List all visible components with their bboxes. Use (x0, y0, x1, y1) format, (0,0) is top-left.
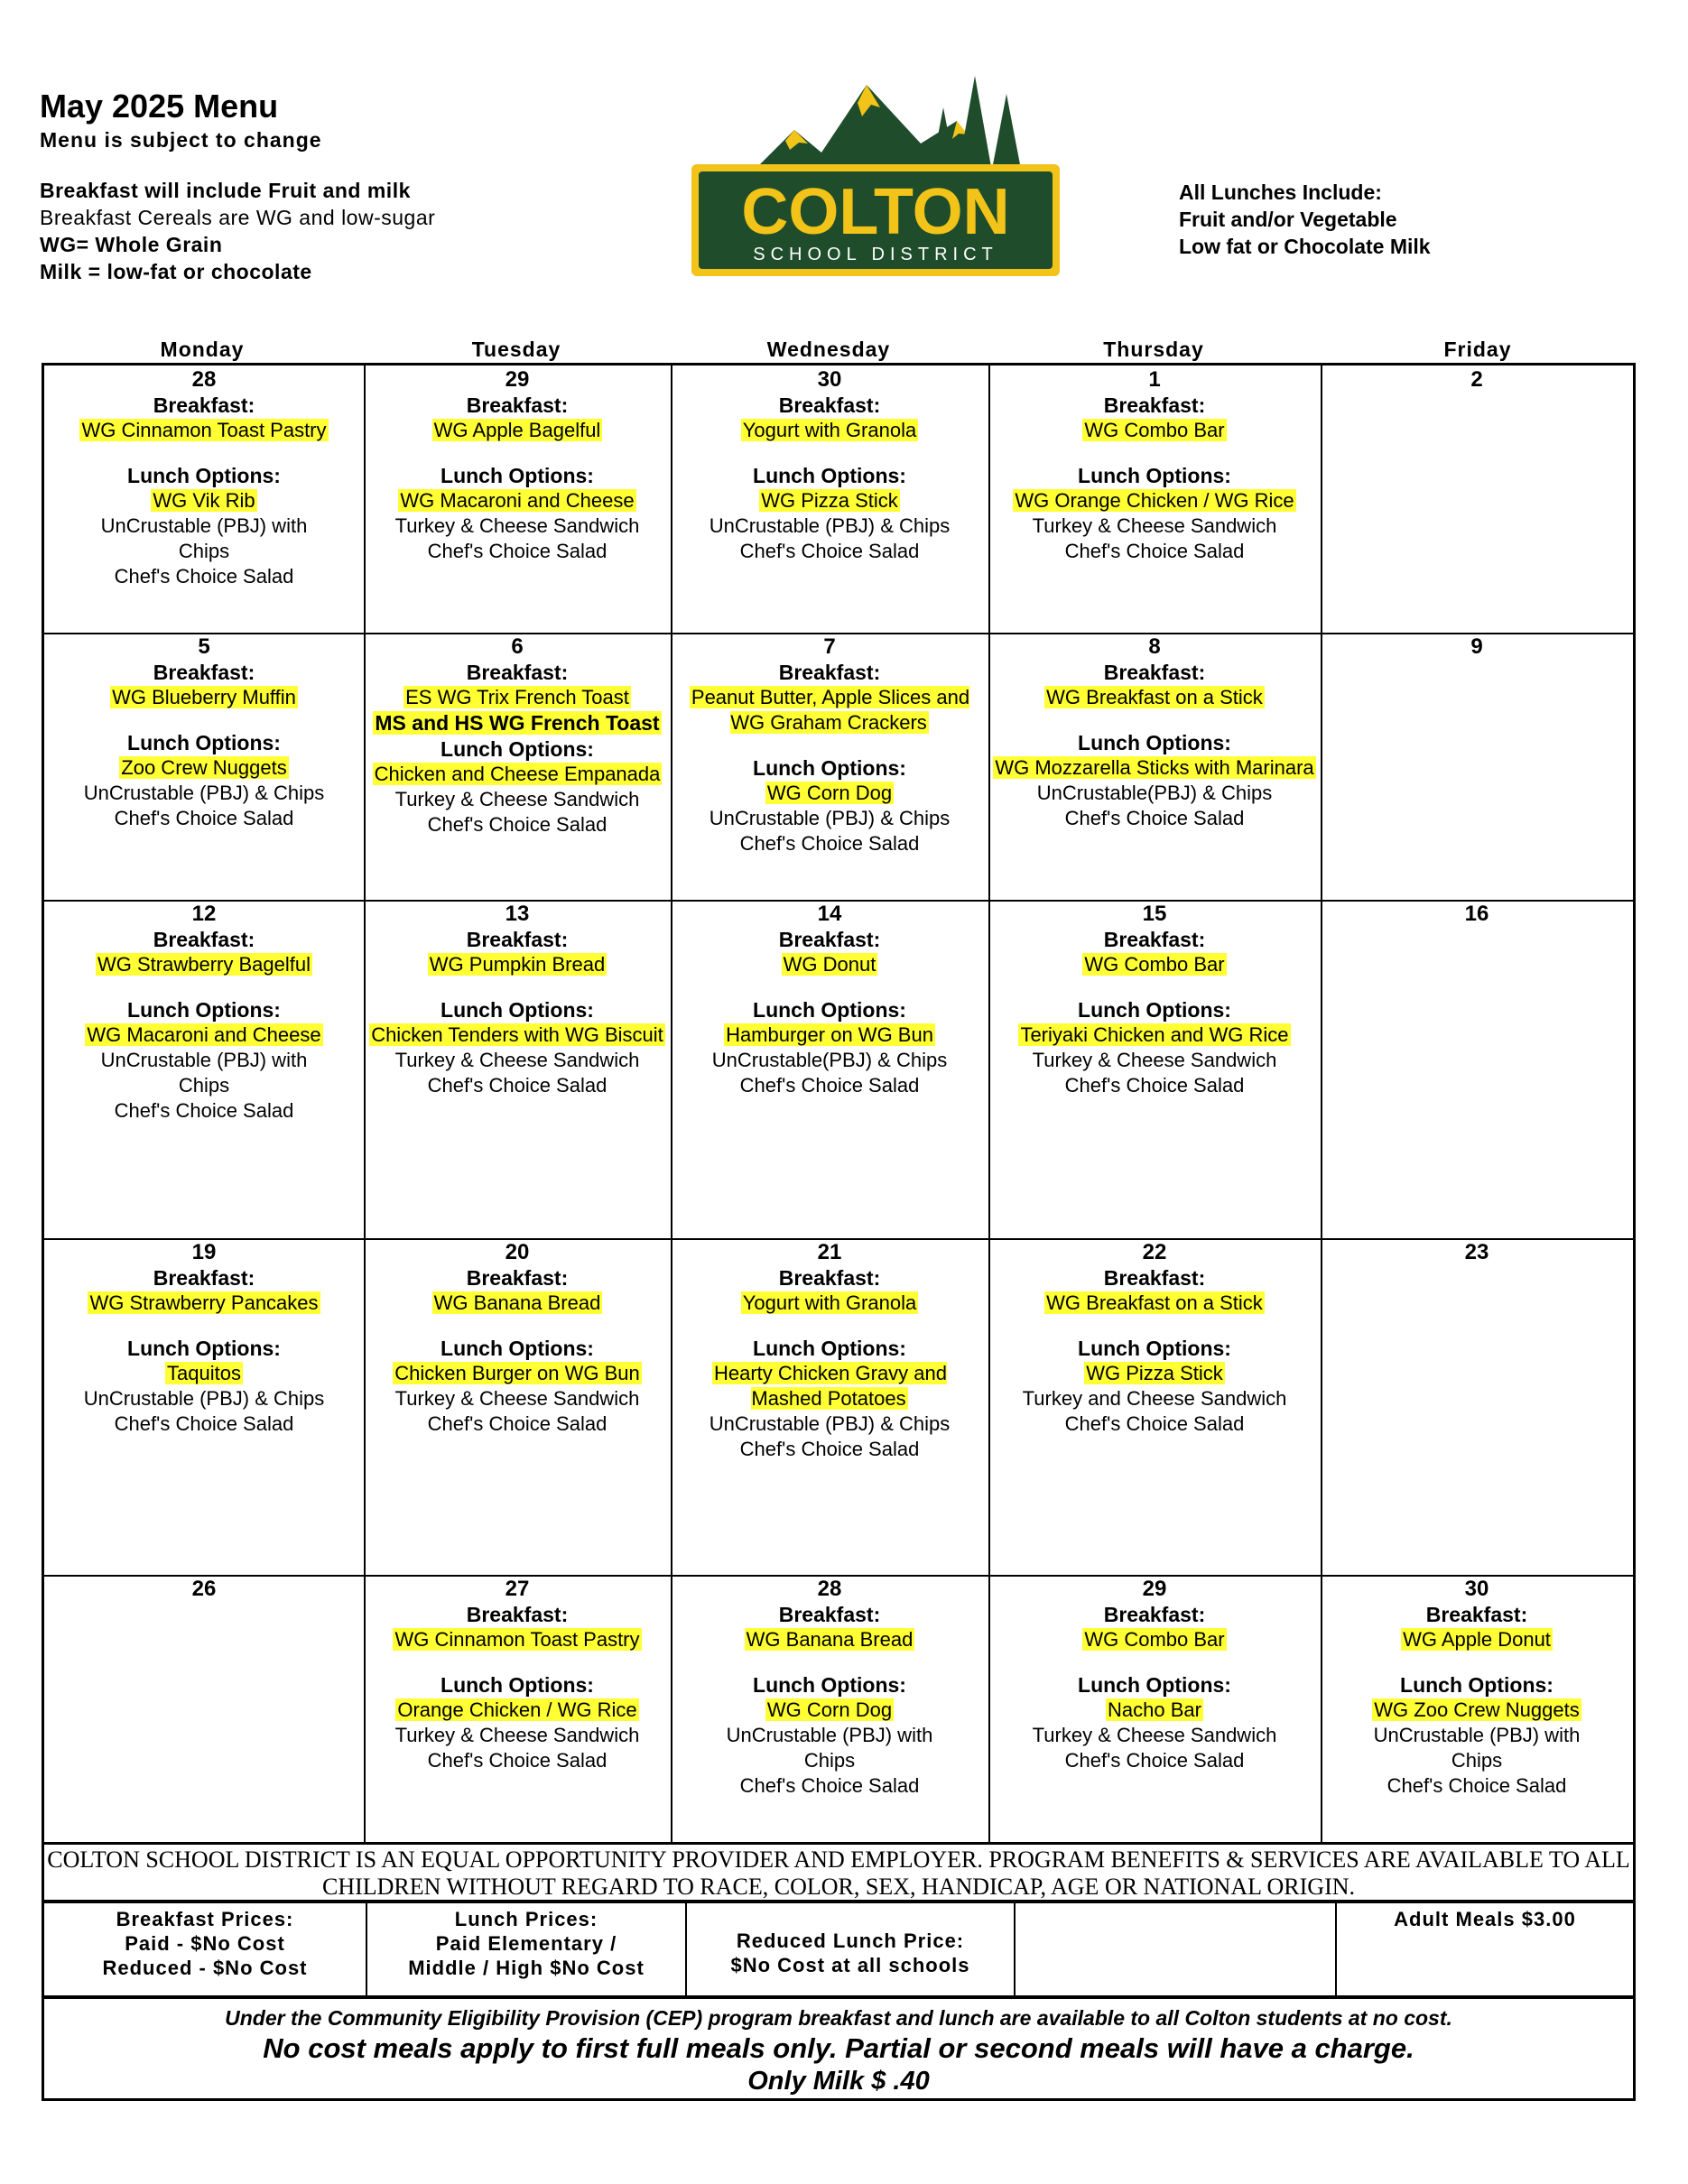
day-number: 7 (823, 634, 836, 659)
info-line: Milk = low-fat or chocolate (40, 260, 312, 283)
lunch-main-item: Teriyaki Chicken and WG Rice (1020, 1023, 1289, 1046)
lunch-option: Chef's Choice Salad (114, 1412, 294, 1435)
lunch-main-item: WG Macaroni and Cheese (400, 489, 635, 512)
breakfast-item-row (48, 952, 360, 977)
day-number: 29 (1142, 1577, 1167, 1601)
lunch-option: UnCrustable (PBJ) with (726, 1724, 933, 1746)
day-number: 28 (817, 1577, 842, 1601)
lunch-main-item: Chicken Burger on WG Bun (394, 1362, 640, 1384)
day-number: 15 (1142, 902, 1167, 926)
lunch-option: Chef's Choice Salad (1064, 1412, 1245, 1435)
lunch-option: Chef's Choice Salad (1387, 1774, 1567, 1797)
lunch-main-item: Nacho Bar (1108, 1698, 1201, 1721)
day-number: 1 (1148, 367, 1161, 392)
price-line: Paid - $No Cost (125, 1932, 285, 1955)
lunch-label: Lunch Options: (1078, 464, 1231, 487)
spacer (992, 710, 1317, 730)
breakfast-item: WG Breakfast on a Stick (1046, 1291, 1263, 1314)
lunch-label: Lunch Options: (753, 756, 906, 780)
breakfast-item-row (992, 952, 1317, 977)
breakfast-label: Breakfast: (153, 393, 255, 417)
lunch-main-item-row (367, 488, 667, 514)
breakfast-item-row (674, 952, 985, 977)
breakfast-label: Breakfast: (1103, 928, 1206, 951)
lunch-label: Lunch Options: (753, 1673, 906, 1697)
breakfast-label: Breakfast: (466, 1266, 569, 1290)
breakfast-item-row (367, 952, 667, 977)
breakfast-item: WG Donut (783, 953, 876, 976)
day-cell (48, 634, 360, 831)
lunch-label: Lunch Options: (753, 998, 906, 1022)
logo-name: COLTON (741, 176, 1010, 248)
lunch-main-item-row (48, 1023, 360, 1048)
day-number: 6 (511, 634, 524, 659)
breakfast-item: WG Banana Bread (433, 1291, 601, 1314)
lunch-option: Chef's Choice Salad (739, 1774, 920, 1797)
lunch-label: Lunch Options: (1078, 998, 1231, 1022)
header-left (40, 87, 690, 285)
breakfast-label: Breakfast: (778, 1266, 881, 1290)
breakfast-item: WG Combo Bar (1084, 419, 1225, 441)
lunch-option: Chips (178, 540, 230, 562)
lunch-label: Lunch Options: (1078, 1673, 1231, 1697)
spacer (367, 1316, 667, 1336)
breakfast-item-row (992, 685, 1317, 710)
day-number: 14 (817, 902, 842, 926)
breakfast-label: Breakfast: (466, 661, 569, 684)
lunch-main-item: WG Pizza Stick (1086, 1362, 1223, 1384)
lunch-option: Chef's Choice Salad (739, 1074, 920, 1097)
lunch-label: Lunch Options: (441, 1673, 594, 1697)
breakfast-item: WG Apple Bagelful (433, 419, 601, 441)
lunch-label: Lunch Options: (1078, 731, 1231, 754)
day-cell (48, 1577, 360, 1602)
lunch-label: Lunch Options: (441, 464, 594, 487)
lunch-label: Lunch Options: (127, 1337, 281, 1360)
breakfast-label: Breakfast: (153, 661, 255, 684)
breakfast-item-row (367, 1627, 667, 1652)
breakfast-item: WG Pumpkin Bread (429, 953, 606, 976)
breakfast-item: WG Blueberry Muffin (112, 686, 296, 708)
logo-tagline: SCHOOL DISTRICT (753, 245, 998, 264)
lunch-option: UnCrustable(PBJ) & Chips (1036, 782, 1273, 804)
grid-column-divider (364, 366, 366, 1842)
spacer (674, 1316, 985, 1336)
lunch-main-item: Zoo Crew Nuggets (121, 756, 287, 779)
day-cell (367, 1240, 667, 1437)
grid-column-divider (671, 366, 672, 1842)
lunch-main-item: WG Mozzarella Sticks with Marinara (995, 756, 1314, 779)
breakfast-label: Breakfast: (153, 928, 255, 951)
cep-line-3: Only Milk $ .40 (747, 2067, 930, 2096)
breakfast-item-row (674, 418, 985, 443)
spacer (48, 443, 360, 463)
lunch-main-item: Hamburger on WG Bun (726, 1023, 933, 1046)
lunch-option: Chef's Choice Salad (114, 1099, 294, 1122)
breakfast-item: Peanut Butter, Apple Slices and WG Graham Crackers (691, 686, 970, 734)
adult-meal-price: Adult Meals $3.00 (1394, 1908, 1576, 1930)
breakfast-item-row (367, 685, 667, 710)
day-cell (48, 1240, 360, 1437)
lunch-main-item: Taquitos (167, 1362, 241, 1384)
lunch-option: Turkey & Cheese Sandwich (394, 1387, 640, 1410)
lunch-option: Chef's Choice Salad (114, 565, 294, 588)
day-cell (48, 367, 360, 589)
day-cell (1324, 634, 1629, 660)
lunch-main-item-row (674, 1361, 985, 1411)
lunch-main-item-row (48, 488, 360, 514)
day-tuesday: Tuesday (471, 338, 561, 361)
breakfast-item: WG Apple Donut (1403, 1628, 1551, 1651)
lunch-option: Chef's Choice Salad (1064, 807, 1245, 829)
breakfast-item-row (992, 1627, 1317, 1652)
breakfast-item: ES WG Trix French Toast (405, 686, 629, 708)
spacer (367, 1652, 667, 1672)
spacer (992, 1652, 1317, 1672)
breakfast-item-secondary: MS and HS WG French Toast (375, 711, 660, 735)
lunch-option: UnCrustable (PBJ) & Chips (709, 1412, 951, 1435)
lunch-option: Chef's Choice Salad (427, 540, 607, 562)
lunch-main-item-row (992, 1698, 1317, 1723)
day-cell (992, 367, 1317, 564)
lunch-main-item-row (992, 488, 1317, 514)
grid-column-divider (1321, 366, 1322, 1842)
day-number: 23 (1464, 1240, 1489, 1264)
lunch-main-item-row (992, 1023, 1317, 1048)
lunch-option: UnCrustable (PBJ) with (100, 1049, 308, 1071)
lunch-label: Lunch Options: (127, 731, 281, 754)
lunch-main-item: Chicken Tenders with WG Biscuit (371, 1023, 663, 1046)
day-cell (48, 902, 360, 1124)
lunch-option: UnCrustable (PBJ) & Chips (709, 514, 951, 537)
breakfast-item: WG Cinnamon Toast Pastry (81, 419, 327, 441)
spacer (367, 977, 667, 997)
lunch-option: Chips (1451, 1749, 1503, 1772)
spacer (674, 736, 985, 755)
price-line: Middle / High $No Cost (408, 1957, 645, 1979)
lunch-option: Chef's Choice Salad (1064, 540, 1245, 562)
breakfast-label: Breakfast: (1103, 661, 1206, 684)
breakfast-item: WG Breakfast on a Stick (1046, 686, 1263, 708)
spacer (674, 977, 985, 997)
district-logo (686, 67, 1065, 283)
page-title: May 2025 Menu (40, 88, 279, 125)
equal-opportunity-notice: COLTON SCHOOL DISTRICT IS AN EQUAL OPPORTUNITY PROVIDER AND EMPLOYER. PROGRAM BENEFITS & SERVICES ARE AVAILABLE TO ALL CHILDREN WITHOUT REGARD TO RACE, COLOR, SEX, HANDICAP, AGE OR NATIONAL ORIGIN. (42, 1845, 1636, 1902)
lunch-option: Chef's Choice Salad (1064, 1749, 1245, 1772)
day-monday: Monday (160, 338, 245, 361)
lunch-main-item: Chicken and Cheese Empanada (374, 763, 661, 785)
lunch-main-item-row (1324, 1698, 1629, 1723)
menu-calendar (42, 363, 1636, 1845)
lunch-option: Chips (178, 1074, 230, 1097)
lunch-option: Turkey & Cheese Sandwich (394, 788, 640, 810)
day-number: 22 (1142, 1240, 1167, 1264)
lunch-main-item-row (367, 1698, 667, 1723)
spacer (1324, 1652, 1629, 1672)
lunch-option: Chef's Choice Salad (427, 1412, 607, 1435)
lunch-main-item: WG Pizza Stick (761, 489, 898, 512)
spacer (992, 1316, 1317, 1336)
day-cell (1324, 902, 1629, 927)
price-line: Reduced - $No Cost (102, 1957, 308, 1979)
cep-statement (42, 1996, 1636, 2101)
day-cell (992, 902, 1317, 1098)
day-number: 30 (817, 367, 842, 392)
lunch-main-item-row (992, 1361, 1317, 1386)
lunch-label: Lunch Options: (441, 1337, 594, 1360)
spacer (992, 977, 1317, 997)
price-line: Paid Elementary / (435, 1932, 617, 1955)
lunch-info (1179, 179, 1648, 260)
lunch-main-item: WG Corn Dog (766, 782, 893, 804)
breakfast-label: Breakfast: (778, 661, 881, 684)
lunch-option: UnCrustable (PBJ) & Chips (83, 782, 325, 804)
day-cell (674, 634, 985, 856)
lunch-main-item-row (367, 1361, 667, 1386)
day-number: 19 (191, 1240, 217, 1264)
day-number: 12 (191, 902, 217, 926)
lunch-option: UnCrustable (PBJ) with (100, 514, 308, 537)
lunch-main-item-row (367, 762, 667, 787)
day-cell (367, 634, 667, 838)
day-cell (674, 1240, 985, 1462)
lunch-label: Lunch Options: (753, 464, 906, 487)
info-line: WG= Whole Grain (40, 233, 223, 256)
breakfast-item-row (674, 1627, 985, 1652)
spacer (674, 443, 985, 463)
lunch-main-item: WG Macaroni and Cheese (87, 1023, 321, 1046)
spacer (674, 1652, 985, 1672)
lunch-option: Turkey & Cheese Sandwich (1032, 1724, 1277, 1746)
breakfast-label: Breakfast: (153, 1266, 255, 1290)
lunch-option: Chef's Choice Salad (739, 1438, 920, 1460)
breakfast-label: Breakfast: (466, 928, 569, 951)
day-cell (992, 634, 1317, 831)
page-subtitle: Menu is subject to change (40, 128, 322, 152)
lunch-main-item-row (992, 755, 1317, 781)
breakfast-label: Breakfast: (1103, 1266, 1206, 1290)
breakfast-item: WG Cinnamon Toast Pastry (394, 1628, 640, 1651)
lunch-info-line: Fruit and/or Vegetable (1179, 208, 1397, 231)
breakfast-item: WG Strawberry Bagelful (97, 953, 311, 976)
price-line: Breakfast Prices: (116, 1908, 294, 1930)
breakfast-label: Breakfast: (1103, 393, 1206, 417)
lunch-label: Lunch Options: (1078, 1337, 1231, 1360)
breakfast-item: WG Combo Bar (1084, 1628, 1225, 1651)
lunch-option: Chef's Choice Salad (427, 1749, 607, 1772)
day-number: 13 (505, 902, 530, 926)
lunch-option: Chef's Choice Salad (114, 807, 294, 829)
lunch-option: UnCrustable(PBJ) & Chips (711, 1049, 948, 1071)
day-cell (367, 1577, 667, 1773)
prices-table (42, 1901, 1636, 1998)
lunch-option: Chef's Choice Salad (1064, 1074, 1245, 1097)
breakfast-item-row (367, 418, 667, 443)
day-cell (367, 902, 667, 1098)
breakfast-item-row (48, 1291, 360, 1316)
lunch-prices (367, 1903, 685, 1999)
breakfast-prices (44, 1903, 366, 1999)
day-cell (367, 367, 667, 564)
breakfast-item: Yogurt with Granola (742, 1291, 917, 1314)
lunch-option: UnCrustable (PBJ) with (1373, 1724, 1581, 1746)
day-number: 26 (191, 1577, 217, 1601)
breakfast-label: Breakfast: (778, 393, 881, 417)
lunch-info-line: All Lunches Include: (1179, 180, 1382, 204)
lunch-option: Chips (803, 1749, 856, 1772)
lunch-main-item: WG Zoo Crew Nuggets (1374, 1698, 1580, 1721)
breakfast-item-row (992, 418, 1317, 443)
lunch-option: Turkey & Cheese Sandwich (394, 514, 640, 537)
day-number: 20 (505, 1240, 530, 1264)
lunch-option: Chef's Choice Salad (739, 832, 920, 855)
day-cell (674, 902, 985, 1098)
cep-line-1: Under the Community Eligibility Provision (CEP) program breakfast and lunch are available to all Colton students at no cost. (225, 2006, 1452, 2030)
lunch-main-item: Hearty Chicken Gravy and Mashed Potatoes (714, 1362, 947, 1410)
breakfast-item-row (1324, 1627, 1629, 1652)
breakfast-label: Breakfast: (466, 393, 569, 417)
lunch-main-item-row (674, 488, 985, 514)
breakfast-label: Breakfast: (1103, 1603, 1206, 1626)
lunch-option: Turkey and Cheese Sandwich (1022, 1387, 1287, 1410)
lunch-main-item-row (674, 1023, 985, 1048)
day-headers (42, 338, 1636, 365)
lunch-option: Chef's Choice Salad (739, 540, 920, 562)
breakfast-item-row (992, 1291, 1317, 1316)
day-cell (992, 1577, 1317, 1773)
breakfast-label: Breakfast: (1425, 1603, 1528, 1626)
price-line: Lunch Prices: (454, 1908, 598, 1930)
breakfast-item-row (674, 685, 985, 736)
lunch-label: Lunch Options: (441, 998, 594, 1022)
day-number: 29 (505, 367, 530, 392)
lunch-option: Chef's Choice Salad (427, 813, 607, 836)
breakfast-label: Breakfast: (778, 1603, 881, 1626)
breakfast-item: Yogurt with Granola (742, 419, 917, 441)
info-block (40, 177, 690, 285)
spacer (48, 710, 360, 730)
lunch-main-item-row (367, 1023, 667, 1048)
day-friday: Friday (1443, 338, 1512, 361)
day-cell (1324, 1577, 1629, 1799)
lunch-option: UnCrustable (PBJ) & Chips (709, 807, 951, 829)
breakfast-item: WG Combo Bar (1084, 953, 1225, 976)
day-number: 9 (1470, 634, 1483, 659)
day-number: 5 (198, 634, 210, 659)
cep-line-2: No cost meals apply to first full meals only. Partial or second meals will have a charge. (263, 2032, 1414, 2064)
breakfast-item-row (367, 1291, 667, 1316)
lunch-main-item-row (48, 755, 360, 781)
breakfast-item: WG Banana Bread (746, 1628, 914, 1651)
lunch-label: Lunch Options: (127, 464, 281, 487)
day-cell (1324, 1240, 1629, 1265)
lunch-option: Turkey & Cheese Sandwich (1032, 514, 1277, 537)
day-number: 21 (817, 1240, 842, 1264)
lunch-option: Turkey & Cheese Sandwich (1032, 1049, 1277, 1071)
day-number: 8 (1148, 634, 1161, 659)
lunch-info-line: Low fat or Chocolate Milk (1179, 235, 1431, 258)
lunch-option: UnCrustable (PBJ) & Chips (83, 1387, 325, 1410)
breakfast-item-row (48, 685, 360, 710)
lunch-label: Lunch Options: (1400, 1673, 1554, 1697)
lunch-main-item: Orange Chicken / WG Rice (397, 1698, 637, 1721)
breakfast-item: WG Strawberry Pancakes (89, 1291, 319, 1314)
day-cell (992, 1240, 1317, 1437)
lunch-main-item-row (674, 781, 985, 806)
price-line: $No Cost at all schools (730, 1954, 970, 1976)
breakfast-label: Breakfast: (778, 928, 881, 951)
info-line: Breakfast Cereals are WG and low-sugar (40, 206, 436, 229)
spacer (48, 977, 360, 997)
lunch-option: Turkey & Cheese Sandwich (394, 1724, 640, 1746)
lunch-main-item-row (674, 1698, 985, 1723)
day-number: 16 (1464, 902, 1489, 926)
lunch-label: Lunch Options: (441, 737, 594, 761)
day-number: 28 (191, 367, 217, 392)
lunch-main-item-row (48, 1361, 360, 1386)
spacer (48, 1316, 360, 1336)
day-cell (674, 1577, 985, 1799)
day-wednesday: Wednesday (766, 338, 891, 361)
lunch-option: Chef's Choice Salad (427, 1074, 607, 1097)
lunch-label: Lunch Options: (127, 998, 281, 1022)
lunch-option: Turkey & Cheese Sandwich (394, 1049, 640, 1071)
day-thursday: Thursday (1103, 338, 1204, 361)
lunch-main-item: WG Orange Chicken / WG Rice (1015, 489, 1294, 512)
day-cell (1324, 367, 1629, 393)
price-line: Reduced Lunch Price: (736, 1930, 965, 1952)
spacer (992, 443, 1317, 463)
breakfast-label: Breakfast: (466, 1603, 569, 1626)
day-cell (674, 367, 985, 564)
lunch-label: Lunch Options: (753, 1337, 906, 1360)
breakfast-item-secondary-row (367, 710, 667, 736)
breakfast-item-row (674, 1291, 985, 1316)
breakfast-item-row (48, 418, 360, 443)
day-number: 30 (1464, 1577, 1489, 1601)
grid-column-divider (988, 366, 990, 1842)
day-number: 2 (1470, 367, 1483, 392)
day-number: 27 (505, 1577, 530, 1601)
lunch-main-item: WG Corn Dog (766, 1698, 893, 1721)
lunch-main-item: WG Vik Rib (153, 489, 255, 512)
spacer (367, 443, 667, 463)
info-line: Breakfast will include Fruit and milk (40, 179, 411, 202)
